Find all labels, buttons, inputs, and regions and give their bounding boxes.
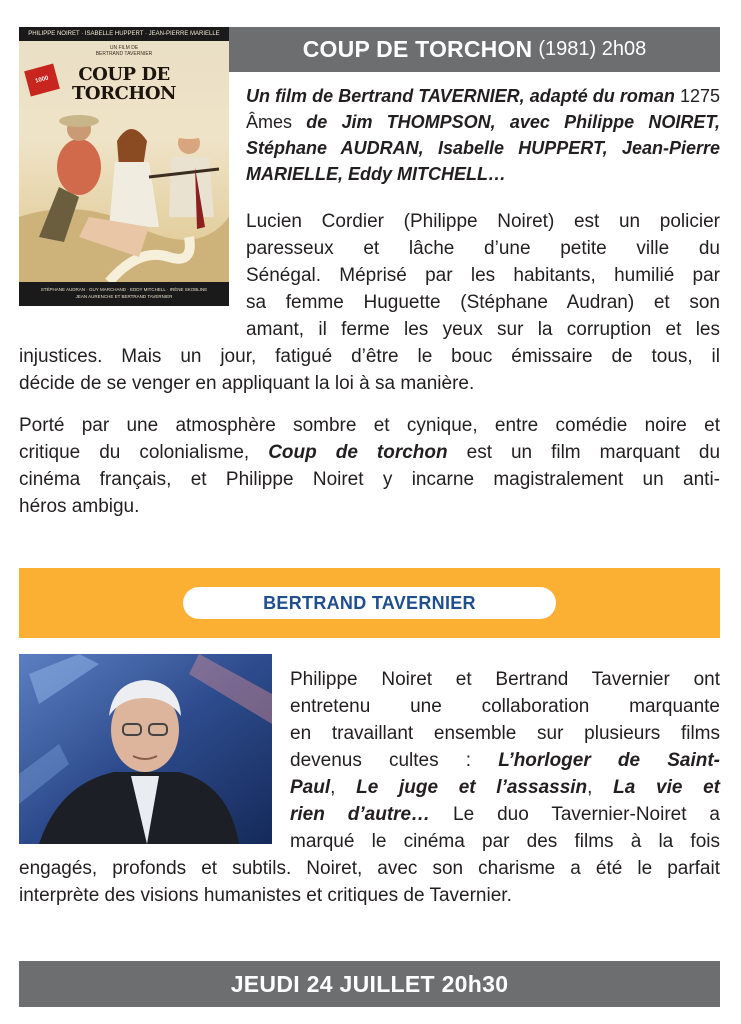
bio-film-title: Paul — [290, 777, 331, 798]
director-portrait-illustration — [19, 654, 272, 844]
bio-line: en travaillant ensemble sur plusieurs films — [290, 723, 720, 744]
film-poster — [19, 27, 229, 306]
poster-bottom-line-2: JEAN AURENCHE ET BERTRAND TAVERNIER — [75, 294, 173, 299]
review-line: cinéma français, et Philippe Noiret y incarne magistralement un anti- — [19, 469, 720, 490]
poster-title-line-2: TORCHON — [72, 83, 176, 104]
credit-novel-title: 1275 Âmes — [246, 86, 720, 132]
bio-line: entretenu une collaboration marquante — [290, 696, 720, 717]
synopsis-line: paresseux et lâche d’une petite ville du — [246, 238, 720, 259]
bio-line: interprète des visions humanistes et critiques de Tavernier. — [19, 885, 512, 906]
bio-line: engagés, profonds et subtils. Noiret, avec son charisme a été le parfait — [19, 858, 720, 879]
synopsis-line: amant, il ferme les yeux sur la corruption et les — [246, 319, 720, 340]
bio-text: devenus cultes : — [290, 750, 472, 771]
synopsis-line: Lucien Cordier (Philippe Noiret) est un policier — [246, 211, 720, 232]
bio-text: Le duo Tavernier-Noiret a — [453, 804, 720, 825]
film-year-duration: (1981) 2h08 — [538, 38, 647, 60]
credit-part-1: Un film de Bertrand TAVERNIER, adapté du roman — [246, 86, 675, 106]
bio-text: , — [587, 777, 593, 798]
poster-cast-names: PHILIPPE NOIRET · ISABELLE HUPPERT · JEAN-PIERRE MARIELLE — [19, 27, 229, 41]
poster-title — [19, 65, 229, 103]
poster-title-line-1: COUP DE — [78, 64, 170, 85]
bio-line — [290, 801, 720, 828]
film-credit — [246, 83, 720, 187]
review-text: critique du colonialisme, — [19, 442, 250, 463]
review-line: héros ambigu. — [19, 496, 140, 517]
review-line: Porté par une atmosphère sombre et cynique, entre comédie noire et — [19, 415, 720, 436]
synopsis-line: sa femme Huguette (Stéphane Audran) et son — [246, 292, 720, 313]
bio-film-title: rien d’autre… — [290, 804, 431, 825]
poster-badge: 1000 — [24, 64, 60, 97]
director-photo — [19, 654, 272, 844]
review-text: est un film marquant du — [466, 442, 721, 463]
synopsis-line: injustices. Mais un jour, fatigué d’être le bouc émissaire de tous, il — [19, 346, 720, 367]
bio-film-title: Le juge et l’assassin — [356, 777, 588, 798]
credit-part-2: de Jim THOMPSON, avec Philippe NOIRET, Stéphane AUDRAN, Isabelle HUPPERT, Jean-Pierre MARIELLE, Eddy MITCHELL… — [246, 112, 720, 184]
film-title: COUP DE TORCHON — [302, 36, 533, 62]
poster-bottom-line-1: STÉPHANE AUDRAN · GUY MARCHAND · EDDY MITCHELL · IRÈNE SKOBLINE — [40, 287, 208, 292]
review-film-title: Coup de torchon — [268, 442, 448, 463]
bio-line: marqué le cinéma par des films à la fois — [290, 831, 720, 852]
review-line — [19, 439, 720, 466]
synopsis-line: Sénégal. Méprisé par les habitants, humilié par — [246, 265, 720, 286]
bio-line: Philippe Noiret et Bertrand Tavernier ont — [290, 669, 720, 690]
director-heading: BERTRAND TAVERNIER — [183, 587, 556, 619]
bio-line — [290, 774, 720, 801]
bio-text: , — [330, 777, 336, 798]
bio-film-title: L’horloger de Saint- — [498, 750, 721, 771]
synopsis-line: décide de se venger en appliquant la loi à sa manière. — [19, 373, 475, 394]
poster-illustration — [19, 107, 229, 282]
poster-director-credit: UN FILM DE BERTRAND TAVERNIER — [95, 45, 153, 57]
film-title-bar — [229, 27, 720, 72]
bio-film-title: La vie et — [613, 777, 721, 798]
poster-bottom-credits — [19, 282, 229, 306]
screening-date-bar: JEUDI 24 JUILLET 20h30 — [19, 961, 720, 1007]
bio-line — [290, 747, 720, 774]
